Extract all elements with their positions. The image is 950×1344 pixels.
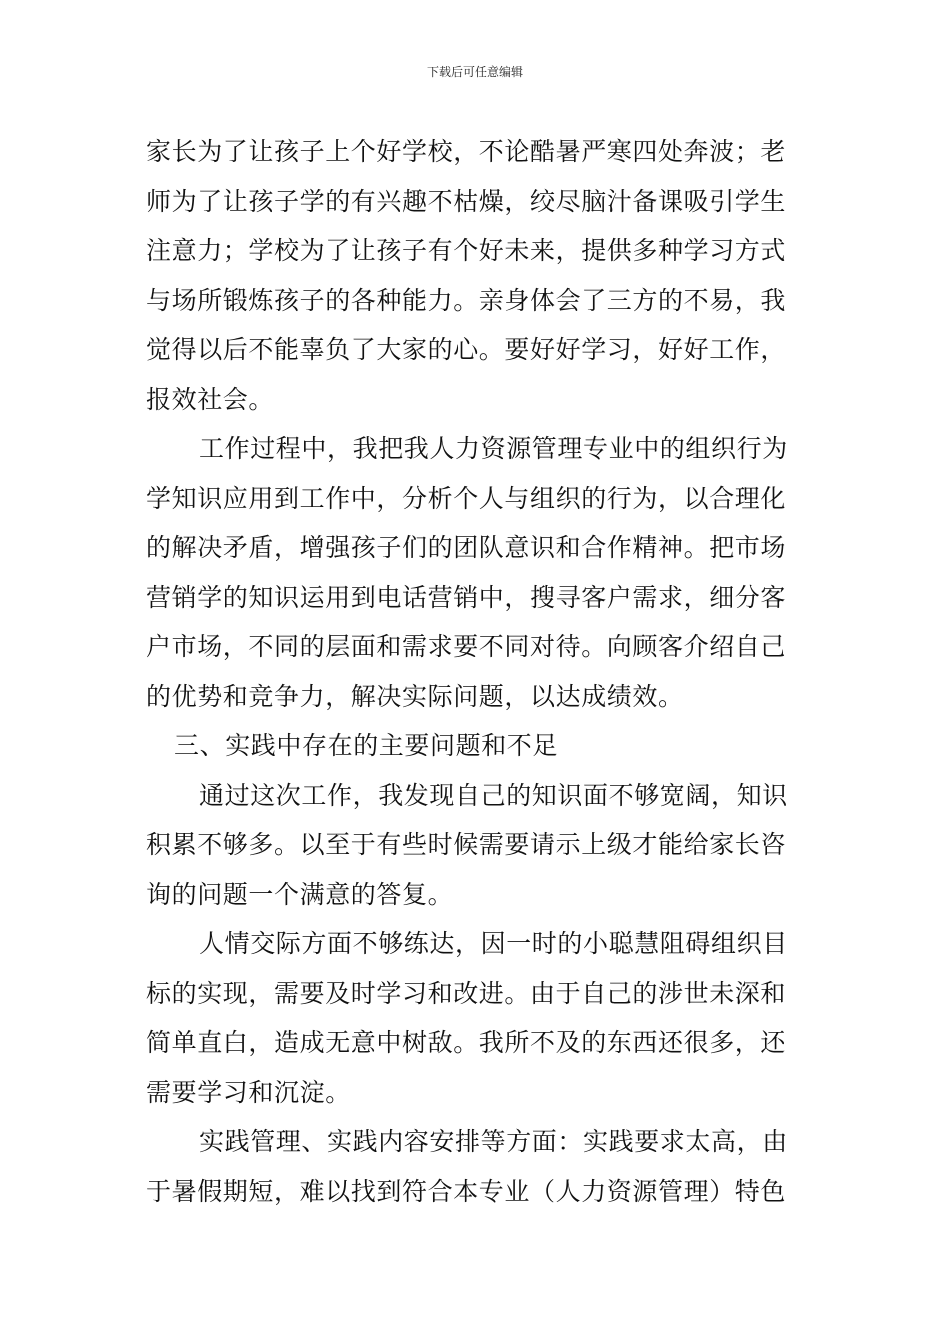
text-line: 报效社会。 — [146, 384, 275, 414]
text-line: 师为了让孩子学的有兴趣不枯燥，绞尽脑汁备课吸引学生 — [146, 186, 787, 216]
text-line: 需要学习和沉淀。 — [146, 1077, 351, 1107]
text-line: 家长为了让孩子上个好学校，不论酷暑严寒四处奔波；老 — [146, 137, 787, 166]
text-line: 实践管理、实践内容安排等方面：实践要求太高，由 — [199, 1127, 788, 1156]
text-line: 简单直白，造成无意中树敌。我所不及的东西还很多，还 — [146, 1028, 787, 1057]
text-line: 的优势和竞争力，解决实际问题，以达成绩效。 — [146, 681, 684, 711]
text-line: 户市场，不同的层面和需求要不同对待。向顾客介绍自己 — [146, 632, 787, 661]
text-line: 积累不够多。以至于有些时候需要请示上级才能给家长咨 — [146, 830, 787, 859]
paragraph-knowledge-gap — [146, 771, 810, 920]
text-line: 营销学的知识运用到电话营销中，搜寻客户需求，细分客 — [146, 582, 787, 612]
paragraph-practice-management — [146, 1117, 810, 1216]
text-line: 询的问题一个满意的答复。 — [146, 879, 454, 909]
paragraph-interpersonal — [146, 919, 810, 1117]
page-header-note: 下载后可任意编辑 — [426, 65, 523, 79]
text-line: 人情交际方面不够练达，因一时的小聪慧阻碍组织目 — [199, 929, 788, 958]
text-line: 注意力；学校为了让孩子有个好未来，提供多种学习方式 — [146, 236, 787, 265]
text-line: 通过这次工作，我发现自己的知识面不够宽阔，知识 — [199, 780, 788, 810]
section-heading-problems — [146, 721, 810, 771]
text-line: 标的实现，需要及时学习和改进。由于自己的涉世未深和 — [146, 978, 787, 1008]
text-line: 工作过程中，我把我人力资源管理专业中的组织行为 — [199, 434, 788, 463]
paragraph-family-effort — [146, 127, 810, 424]
section-heading: 三、实践中存在的主要问题和不足 — [174, 731, 559, 760]
document-body — [146, 127, 810, 1216]
text-line: 的解决矛盾，增强孩子们的团队意识和合作精神。把市场 — [146, 533, 787, 562]
paragraph-work-process — [146, 424, 810, 721]
text-line: 学知识应用到工作中，分析个人与组织的行为，以合理化 — [146, 483, 787, 513]
text-line: 于暑假期短，难以找到符合本专业（人力资源管理）特色 — [146, 1176, 787, 1206]
text-line: 觉得以后不能辜负了大家的心。要好好学习，好好工作， — [146, 335, 787, 364]
text-line: 与场所锻炼孩子的各种能力。亲身体会了三方的不易，我 — [146, 285, 787, 315]
